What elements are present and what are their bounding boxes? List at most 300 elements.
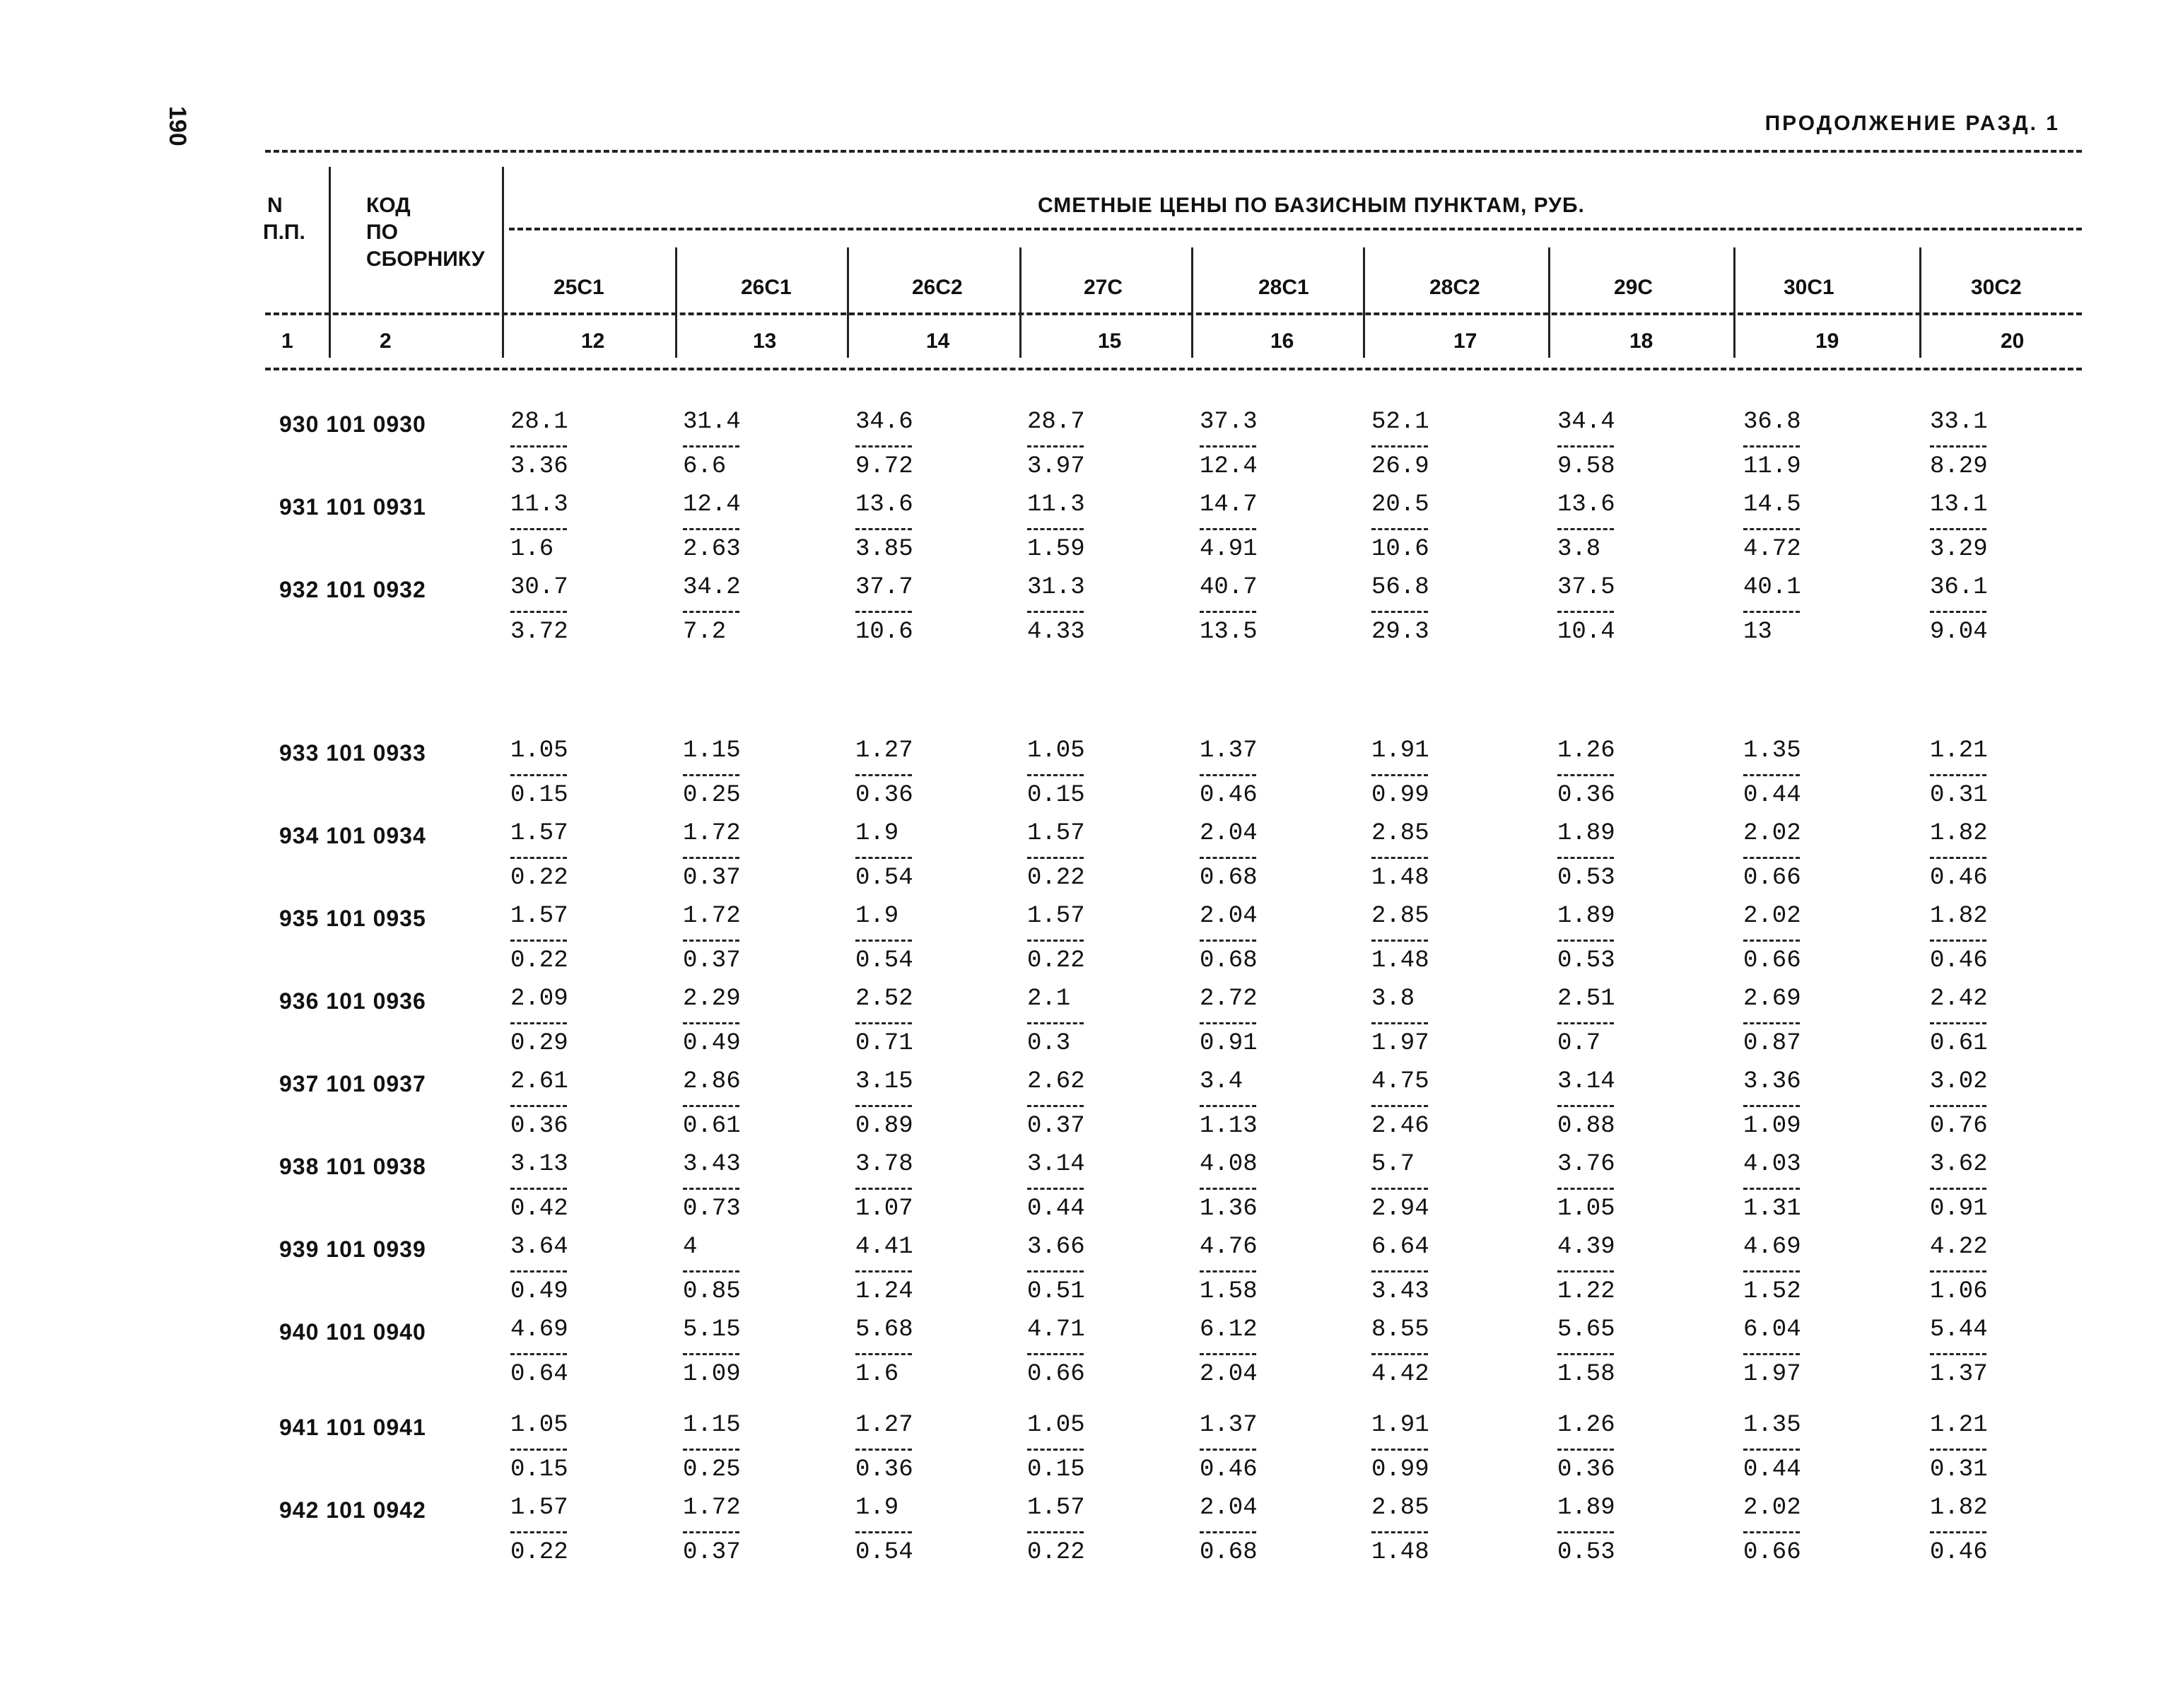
fraction-bar [1557, 774, 1614, 776]
fraction-bar [1557, 1022, 1614, 1024]
price-value-secondary: 3.97 [1027, 453, 1085, 480]
price-value-secondary: 0.85 [683, 1278, 741, 1305]
price-value-secondary: 0.46 [1930, 947, 1988, 974]
price-value: 6.04 [1743, 1316, 1801, 1343]
price-cell [1027, 1235, 1085, 1305]
fraction-bar [683, 1449, 739, 1451]
price-value: 12.4 [683, 491, 741, 518]
price-value-secondary: 0.25 [683, 782, 741, 809]
fraction-bar [1200, 1270, 1256, 1273]
price-value: 2.85 [1371, 1494, 1429, 1521]
price-cell [1557, 1318, 1615, 1388]
price-cell [683, 493, 741, 563]
price-value: 2.02 [1743, 903, 1801, 930]
price-cell [683, 904, 741, 974]
price-value-secondary: 0.91 [1200, 1030, 1258, 1057]
price-cell [683, 1318, 741, 1388]
price-value-secondary: 1.58 [1200, 1278, 1258, 1305]
fraction-bar [683, 1022, 739, 1024]
fraction-bar [683, 857, 739, 859]
price-value: 11.3 [1027, 491, 1085, 518]
price-value-secondary: 0.31 [1930, 782, 1988, 809]
fraction-bar [1200, 1449, 1256, 1451]
price-value: 1.9 [855, 903, 899, 930]
price-value: 34.4 [1557, 409, 1615, 435]
price-cell [510, 1070, 568, 1140]
price-value-secondary: 0.61 [1930, 1030, 1988, 1057]
price-cell [1557, 739, 1615, 809]
fraction-bar [1930, 1105, 1986, 1107]
fraction-bar [683, 445, 739, 448]
price-cell [1743, 739, 1801, 809]
page-number: 190 [164, 106, 191, 146]
price-value-secondary: 0.73 [683, 1195, 741, 1222]
price-value: 1.26 [1557, 1412, 1615, 1439]
price-cell [1930, 1413, 1988, 1483]
price-value-secondary: 0.22 [1027, 1539, 1085, 1566]
price-value: 1.57 [510, 820, 568, 847]
price-cell [855, 821, 913, 891]
fraction-bar [855, 1353, 912, 1355]
price-value-secondary: 26.9 [1371, 453, 1429, 480]
price-value-secondary: 3.43 [1371, 1278, 1429, 1305]
price-value: 1.15 [683, 737, 741, 764]
price-cell [1743, 1318, 1801, 1388]
header-code-3: СБОРНИКУ [366, 247, 485, 271]
fraction-bar [510, 1105, 567, 1107]
price-value: 30.7 [510, 574, 568, 601]
price-value-secondary: 9.72 [855, 453, 913, 480]
price-cell [1200, 1496, 1258, 1566]
fraction-bar [510, 1022, 567, 1024]
price-cell [1557, 1152, 1615, 1222]
price-value: 3.13 [510, 1151, 568, 1178]
price-value: 5.68 [855, 1316, 913, 1343]
price-value-secondary: 1.52 [1743, 1278, 1801, 1305]
row-code: 939 101 0939 [279, 1236, 426, 1262]
price-value-secondary: 0.36 [510, 1113, 568, 1140]
price-value: 1.57 [1027, 820, 1085, 847]
fraction-bar [1557, 1449, 1614, 1451]
fraction-bar [1930, 1531, 1986, 1533]
price-value: 3.14 [1027, 1151, 1085, 1178]
header-point: 30С1 [1784, 276, 1834, 299]
price-value-secondary: 3.8 [1557, 536, 1601, 563]
header-point: 26С2 [912, 276, 963, 299]
price-value: 5.15 [683, 1316, 741, 1343]
price-value: 3.43 [683, 1151, 741, 1178]
price-value-secondary: 0.49 [683, 1030, 741, 1057]
price-value: 31.3 [1027, 574, 1085, 601]
price-cell [1930, 575, 1988, 645]
price-cell [855, 904, 913, 974]
price-value: 1.72 [683, 903, 741, 930]
row-code: 934 101 0934 [279, 823, 426, 848]
price-value: 8.55 [1371, 1316, 1429, 1343]
price-cell [1930, 1496, 1988, 1566]
price-value: 1.37 [1200, 737, 1258, 764]
row-code: 942 101 0942 [279, 1497, 426, 1523]
price-value: 1.9 [855, 1494, 899, 1521]
price-value-secondary: 0.87 [1743, 1030, 1801, 1057]
price-cell [1557, 904, 1615, 974]
row-code: 930 101 0930 [279, 411, 426, 437]
price-value-secondary: 0.51 [1027, 1278, 1085, 1305]
price-value-secondary: 0.88 [1557, 1113, 1615, 1140]
fraction-bar [1930, 611, 1986, 613]
price-value-secondary: 3.72 [510, 619, 568, 645]
header-code-2: ПО [366, 221, 398, 244]
price-cell [510, 821, 568, 891]
price-value-secondary: 0.3 [1027, 1030, 1071, 1057]
price-cell [1027, 987, 1084, 1057]
price-cell [1371, 1413, 1429, 1483]
price-cell [1371, 493, 1429, 563]
price-cell [510, 410, 568, 480]
fraction-bar [1371, 611, 1428, 613]
price-value-secondary: 0.99 [1371, 1456, 1429, 1483]
fraction-bar [1930, 445, 1986, 448]
fraction-bar [855, 857, 912, 859]
price-value-secondary: 1.05 [1557, 1195, 1615, 1222]
fraction-bar [683, 611, 739, 613]
fraction-bar [855, 774, 912, 776]
price-cell [1743, 410, 1801, 480]
price-cell [683, 821, 741, 891]
price-value: 2.72 [1200, 985, 1258, 1012]
price-value: 2.1 [1027, 985, 1071, 1012]
price-cell [1930, 410, 1988, 480]
price-value-secondary: 1.07 [855, 1195, 913, 1222]
fraction-bar [1930, 940, 1986, 942]
fraction-bar [1027, 528, 1084, 530]
price-cell [510, 739, 568, 809]
fraction-bar [510, 1449, 567, 1451]
price-cell [855, 493, 913, 563]
price-cell [1027, 1496, 1085, 1566]
vrule-point [847, 247, 849, 358]
fraction-bar [510, 940, 567, 942]
price-value: 56.8 [1371, 574, 1429, 601]
fraction-bar [1200, 1022, 1256, 1024]
fraction-bar [1371, 1531, 1428, 1533]
price-value-secondary: 0.91 [1930, 1195, 1988, 1222]
fraction-bar [1743, 1353, 1800, 1355]
price-cell [510, 1318, 568, 1388]
price-cell [1743, 1235, 1801, 1305]
price-cell [855, 575, 913, 645]
price-cell [1027, 410, 1085, 480]
fraction-bar [1027, 774, 1084, 776]
fraction-bar [1743, 1022, 1800, 1024]
fraction-bar [510, 1188, 567, 1190]
price-cell [510, 1235, 568, 1305]
fraction-bar [1027, 1188, 1084, 1190]
price-value: 1.89 [1557, 820, 1615, 847]
header-point: 27С [1084, 276, 1123, 299]
fraction-bar [683, 1270, 739, 1273]
fraction-bar [855, 1105, 912, 1107]
row-code: 932 101 0932 [279, 577, 426, 602]
price-cell [683, 1235, 741, 1305]
price-value-secondary: 0.46 [1930, 865, 1988, 891]
price-cell [1557, 1070, 1615, 1140]
vrule-1 [329, 167, 331, 358]
price-cell [1743, 1070, 1801, 1140]
price-cell [1371, 987, 1429, 1057]
price-cell [510, 904, 568, 974]
price-value: 1.15 [683, 1412, 741, 1439]
price-value-secondary: 1.06 [1930, 1278, 1988, 1305]
fraction-bar [1027, 445, 1084, 448]
price-value: 1.82 [1930, 820, 1988, 847]
vrule-point [1019, 247, 1021, 358]
header-colnum: 12 [581, 329, 605, 353]
fraction-bar [855, 1270, 912, 1273]
price-value-secondary: 0.15 [510, 1456, 568, 1483]
row-code: 931 101 0931 [279, 494, 426, 520]
row-code: 940 101 0940 [279, 1319, 426, 1345]
price-value-secondary: 1.48 [1371, 947, 1429, 974]
price-cell [1743, 904, 1801, 974]
price-cell [1027, 1070, 1085, 1140]
price-value: 40.1 [1743, 574, 1801, 601]
fraction-bar [1743, 528, 1800, 530]
price-value-secondary: 0.44 [1743, 1456, 1801, 1483]
price-cell [1557, 821, 1615, 891]
price-value: 3.8 [1371, 985, 1415, 1012]
price-value: 2.62 [1027, 1068, 1085, 1095]
fraction-bar [1371, 857, 1428, 859]
price-value: 4.69 [510, 1316, 568, 1343]
fraction-bar [855, 528, 912, 530]
price-value: 5.7 [1371, 1151, 1415, 1178]
header-colnum: 15 [1098, 329, 1122, 353]
price-value-secondary: 4.72 [1743, 536, 1801, 563]
price-value: 37.5 [1557, 574, 1615, 601]
price-value: 36.1 [1930, 574, 1988, 601]
fraction-bar [1557, 611, 1614, 613]
price-value-secondary: 4.91 [1200, 536, 1258, 563]
price-cell [1743, 1152, 1801, 1222]
price-value: 40.7 [1200, 574, 1258, 601]
fraction-bar [855, 611, 912, 613]
price-value-secondary: 0.54 [855, 865, 913, 891]
price-value: 1.57 [1027, 1494, 1085, 1521]
price-value-secondary: 0.44 [1027, 1195, 1085, 1222]
price-value: 2.02 [1743, 820, 1801, 847]
price-cell [855, 1496, 913, 1566]
price-value: 1.89 [1557, 1494, 1615, 1521]
fraction-bar [1027, 857, 1084, 859]
price-cell [1930, 1152, 1988, 1222]
price-cell [1930, 1070, 1988, 1140]
price-value: 4.76 [1200, 1234, 1258, 1260]
price-cell [1557, 1496, 1615, 1566]
price-cell [1027, 1318, 1085, 1388]
vrule-point [675, 247, 677, 358]
price-value: 1.05 [1027, 1412, 1085, 1439]
header-point: 30С2 [1971, 276, 2022, 299]
price-value: 5.65 [1557, 1316, 1615, 1343]
price-value-secondary: 1.59 [1027, 536, 1085, 563]
price-value: 3.4 [1200, 1068, 1243, 1095]
fraction-bar [1743, 445, 1800, 448]
fraction-bar [1743, 611, 1800, 613]
price-cell [510, 575, 568, 645]
fraction-bar [1371, 528, 1428, 530]
fraction-bar [1371, 1105, 1428, 1107]
price-value: 28.1 [510, 409, 568, 435]
price-value: 4.39 [1557, 1234, 1615, 1260]
price-cell [683, 1413, 741, 1483]
price-cell [1200, 739, 1258, 809]
price-cell [510, 987, 568, 1057]
price-cell [1027, 575, 1085, 645]
section-title: ПРОДОЛЖЕНИЕ РАЗД. 1 [1764, 112, 2060, 135]
price-value: 3.62 [1930, 1151, 1988, 1178]
fraction-bar [1930, 528, 1986, 530]
price-value-secondary: 9.04 [1930, 619, 1988, 645]
price-cell [1027, 1152, 1085, 1222]
price-value: 36.8 [1743, 409, 1801, 435]
vrule-point [1191, 247, 1193, 358]
fraction-bar [1371, 1270, 1428, 1273]
row-code: 936 101 0936 [279, 988, 426, 1014]
price-cell [1200, 1318, 1258, 1388]
header-colnum: 18 [1629, 329, 1653, 353]
price-value-secondary: 0.66 [1743, 947, 1801, 974]
fraction-bar [1200, 1353, 1256, 1355]
price-value-secondary: 0.15 [1027, 782, 1085, 809]
fraction-bar [1371, 445, 1428, 448]
price-value: 11.3 [510, 491, 568, 518]
header-colnum: 14 [926, 329, 950, 353]
fraction-bar [1371, 1449, 1428, 1451]
fraction-bar [1027, 1531, 1084, 1533]
price-value-secondary: 0.49 [510, 1278, 568, 1305]
price-cell [855, 987, 913, 1057]
price-value-secondary: 1.48 [1371, 1539, 1429, 1566]
price-value-secondary: 0.53 [1557, 1539, 1615, 1566]
price-value: 6.64 [1371, 1234, 1429, 1260]
price-value: 1.91 [1371, 737, 1429, 764]
price-value-secondary: 10.6 [1371, 536, 1429, 563]
price-value-secondary: 1.22 [1557, 1278, 1615, 1305]
price-cell [855, 410, 913, 480]
price-value-secondary: 0.22 [510, 947, 568, 974]
price-value-secondary: 0.68 [1200, 947, 1258, 974]
price-value-secondary: 0.53 [1557, 865, 1615, 891]
price-cell [1200, 1235, 1258, 1305]
price-value: 1.57 [510, 903, 568, 930]
rule-colnums-bottom [265, 368, 2082, 370]
fraction-bar [510, 611, 567, 613]
fraction-bar [1557, 528, 1614, 530]
price-value-secondary: 6.6 [683, 453, 727, 480]
price-value-secondary: 0.46 [1930, 1539, 1988, 1566]
header-group-title: СМЕТНЫЕ ЦЕНЫ ПО БАЗИСНЫМ ПУНКТАМ, РУБ. [1038, 194, 1585, 217]
fraction-bar [1027, 1270, 1084, 1273]
header-point: 28С1 [1258, 276, 1309, 299]
row-code: 938 101 0938 [279, 1154, 426, 1179]
price-value: 3.64 [510, 1234, 568, 1260]
price-cell [855, 1070, 913, 1140]
header-colnum: 19 [1815, 329, 1839, 353]
fraction-bar [1200, 445, 1256, 448]
fraction-bar [510, 1270, 567, 1273]
header-colnum: 17 [1453, 329, 1477, 353]
fraction-bar [1743, 774, 1800, 776]
price-value: 1.82 [1930, 1494, 1988, 1521]
price-cell [1743, 493, 1801, 563]
price-value-secondary: 0.31 [1930, 1456, 1988, 1483]
header-point: 26С1 [741, 276, 792, 299]
price-value: 1.57 [510, 1494, 568, 1521]
price-value: 1.91 [1371, 1412, 1429, 1439]
price-value: 31.4 [683, 409, 741, 435]
fraction-bar [1557, 1353, 1614, 1355]
fraction-bar [1743, 1449, 1800, 1451]
price-value: 1.27 [855, 1412, 913, 1439]
price-cell [1371, 1152, 1429, 1222]
price-cell [1027, 904, 1085, 974]
price-value: 1.26 [1557, 737, 1615, 764]
price-cell [1930, 1235, 1988, 1305]
vrule-2 [502, 167, 504, 358]
price-value-secondary: 1.37 [1930, 1361, 1988, 1388]
price-cell [1200, 410, 1258, 480]
fraction-bar [1027, 940, 1084, 942]
price-value-secondary: 3.36 [510, 453, 568, 480]
price-value: 2.52 [855, 985, 913, 1012]
fraction-bar [1371, 774, 1428, 776]
price-value: 2.04 [1200, 820, 1258, 847]
price-cell [1027, 739, 1085, 809]
price-value: 1.82 [1930, 903, 1988, 930]
price-value-secondary: 4.33 [1027, 619, 1085, 645]
fraction-bar [1557, 1188, 1614, 1190]
price-value-secondary: 0.71 [855, 1030, 913, 1057]
price-value-secondary: 1.31 [1743, 1195, 1801, 1222]
price-value-secondary: 0.68 [1200, 1539, 1258, 1566]
price-value-secondary: 0.15 [1027, 1456, 1085, 1483]
vrule-point [1919, 247, 1921, 358]
price-cell [855, 1152, 913, 1222]
price-value-secondary: 3.29 [1930, 536, 1988, 563]
fraction-bar [1200, 1188, 1256, 1190]
price-value-secondary: 1.6 [510, 536, 554, 563]
price-value: 13.6 [855, 491, 913, 518]
price-value: 34.2 [683, 574, 741, 601]
fraction-bar [1743, 1270, 1800, 1273]
price-value: 34.6 [855, 409, 913, 435]
fraction-bar [1743, 1531, 1800, 1533]
header-pp: П.П. [263, 221, 305, 244]
price-value-secondary: 0.66 [1027, 1361, 1085, 1388]
price-cell [1557, 575, 1615, 645]
price-value-secondary: 3.85 [855, 536, 913, 563]
price-value: 2.51 [1557, 985, 1615, 1012]
price-value-secondary: 0.46 [1200, 782, 1258, 809]
price-value: 3.02 [1930, 1068, 1988, 1095]
price-cell [1200, 1070, 1258, 1140]
price-value: 1.05 [1027, 737, 1085, 764]
price-cell [1743, 987, 1801, 1057]
fraction-bar [1200, 857, 1256, 859]
price-value-secondary: 12.4 [1200, 453, 1258, 480]
price-value: 2.02 [1743, 1494, 1801, 1521]
